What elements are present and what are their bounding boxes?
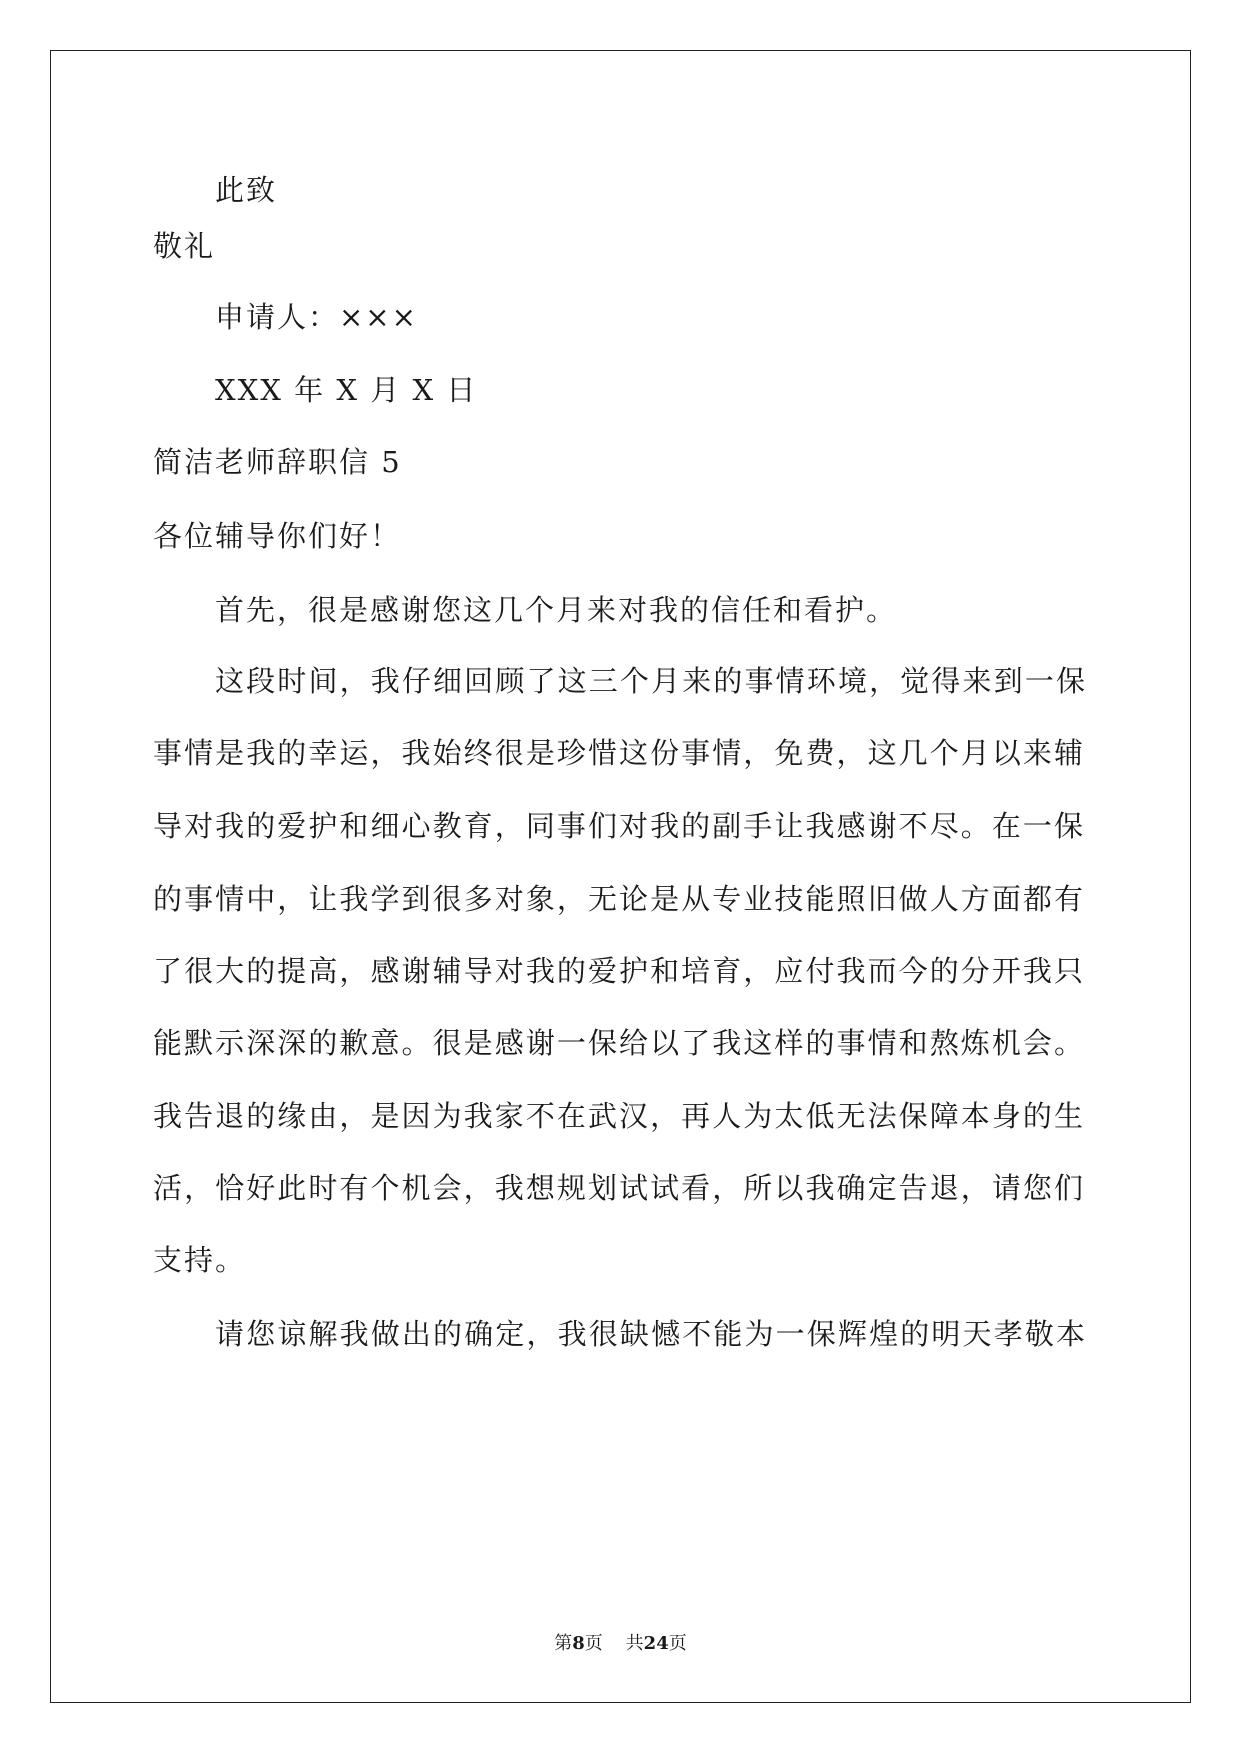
greeting: 各位辅导你们好！ xyxy=(153,519,402,553)
body-paragraph-line: 导对我的爱护和细心教育，同事们对我的副手让我感谢不尽。在一保 xyxy=(153,809,1083,843)
body-paragraph-line: 活，恰好此时有个机会，我想规划试试看，所以我确定告退，请您们 xyxy=(153,1171,1083,1205)
section-heading: 简洁老师辞职信 5 xyxy=(153,445,402,479)
body-paragraph-line: 我告退的缘由，是因为我家不在武汉，再人为太低无法保障本身的生 xyxy=(153,1099,1083,1133)
applicant-signature: 申请人：××× xyxy=(215,300,418,334)
body-paragraph-line: 了很大的提高，感谢辅导对我的爱护和培育，应付我而今的分开我只 xyxy=(153,954,1083,988)
footer-total-pages: 24 xyxy=(643,1633,669,1654)
body-paragraph-line: 这段时间，我仔细回顾了这三个月来的事情环境，觉得来到一保 xyxy=(215,664,1085,698)
body-paragraph-line: 的事情中，让我学到很多对象，无论是从专业技能照旧做人方面都有 xyxy=(153,882,1083,916)
body-paragraph-line: 事情是我的幸运，我始终很是珍惜这份事情，免费，这几个月以来辅 xyxy=(153,736,1083,770)
body-paragraph-line: 能默示深深的歉意。很是感谢一保给以了我这样的事情和熬炼机会。 xyxy=(153,1026,1083,1060)
footer-page-suffix: 页 xyxy=(584,1633,603,1654)
body-paragraph-line: 支持。 xyxy=(153,1243,247,1277)
page-footer xyxy=(0,1632,1241,1656)
footer-prefix: 第 xyxy=(554,1633,573,1654)
body-paragraph-line: 请您谅解我做出的确定，我很缺憾不能为一保辉煌的明天孝敬本 xyxy=(215,1317,1085,1351)
footer-total-prefix: 共 xyxy=(625,1633,644,1654)
footer-page-number: 8 xyxy=(572,1633,585,1654)
letter-date: XXX 年 X 月 X 日 xyxy=(215,373,478,407)
footer-total-suffix: 页 xyxy=(668,1633,687,1654)
body-paragraph-line: 首先，很是感谢您这几个月来对我的信任和看护。 xyxy=(215,593,898,627)
closing-regards: 敬礼 xyxy=(153,229,216,263)
closing-salutation: 此致 xyxy=(215,173,278,207)
